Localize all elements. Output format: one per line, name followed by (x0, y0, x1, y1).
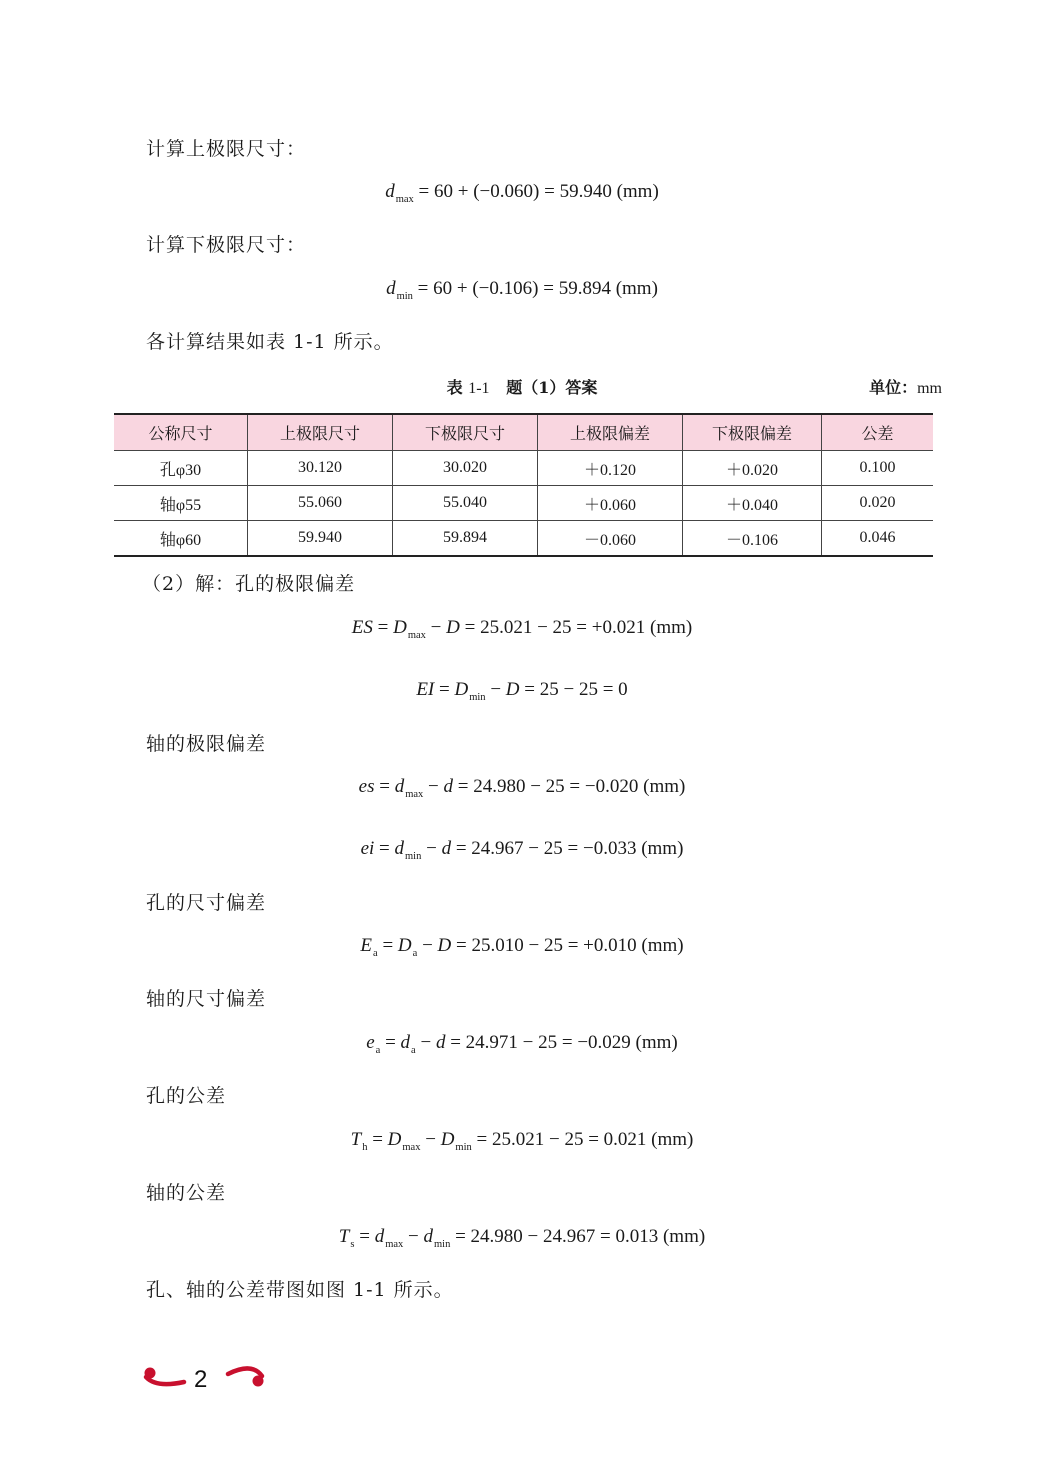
paragraph-hole-tolerance: 孔的公差 (146, 1085, 227, 1107)
right-ornament-icon (224, 1364, 270, 1390)
equation-EI: EI = $D_{min} - D = 25 - 25 = 0$ (416, 679, 628, 703)
left-ornament-icon (142, 1364, 188, 1390)
cell: 30.020 (393, 451, 538, 486)
equation-Ts: $T_s = d_{max} - d_{min} = 24.980 - 24.967 = 0.013$ (mm) (338, 1226, 706, 1250)
cell: －0.060 (538, 521, 683, 557)
header-tolerance: 公差 (822, 414, 934, 451)
equation-es: es = $d_{max} - d = 24.980 - 25 = -0.020$ (mm) (358, 776, 686, 800)
equation-ei: ei = $d_{min} - d = 24.967 - 25 = -0.033$ (mm) (360, 838, 684, 862)
cell: 30.120 (248, 451, 393, 486)
equation-dmax: $d_{max} = 60 + (-0.060) = 59.940$ (mm) (385, 181, 659, 205)
cell: 0.100 (822, 451, 934, 486)
equation-Ea: $E_a = D_a - D = 25.010 - 25 = +0.010$ (mm) (360, 935, 684, 959)
header-upper-limit: 上极限尺寸 (248, 414, 393, 451)
paragraph-results-intro: 各计算结果如表 1-1 所示。 (146, 331, 394, 353)
table-row (114, 451, 933, 486)
paragraph-calc-lower-limit: 计算下极限尺寸： (146, 234, 307, 256)
header-lower-limit: 下极限尺寸 (393, 414, 538, 451)
header-upper-deviation: 上极限偏差 (538, 414, 683, 451)
paragraph-hole-size-deviation: 孔的尺寸偏差 (146, 892, 267, 914)
table-unit: 单位：mm (869, 378, 942, 397)
cell: ＋0.120 (538, 451, 683, 486)
cell: 55.040 (393, 486, 538, 521)
cell: 59.940 (248, 521, 393, 557)
table-caption: 表 1-1 题（1）答案 (446, 378, 598, 397)
cell: ＋0.040 (683, 486, 822, 521)
cell: 55.060 (248, 486, 393, 521)
page-number: 2 (194, 1366, 208, 1393)
paragraph-shaft-tolerance: 轴的公差 (146, 1182, 227, 1204)
results-table (114, 413, 933, 557)
cell: 59.894 (393, 521, 538, 557)
equation-Th: $T_h = D_{max} - D_{min} = 25.021 - 25 = 0.021$ (mm) (350, 1129, 694, 1153)
cell: ＋0.060 (538, 486, 683, 521)
cell: 轴φ60 (114, 521, 248, 557)
cell: ＋0.020 (683, 451, 822, 486)
equation-ea: $e_a = d_a - d = 24.971 - 25 = -0.029$ (mm) (366, 1032, 678, 1056)
equation-ES: ES = $D_{max} - D = 25.021 - 25 = +0.021$ (mm) (351, 617, 693, 641)
header-nominal-size: 公称尺寸 (114, 414, 248, 451)
paragraph-calc-upper-limit: 计算上极限尺寸： (146, 138, 307, 160)
table-row (114, 521, 933, 557)
cell: 孔φ30 (114, 451, 248, 486)
paragraph-shaft-deviation: 轴的极限偏差 (146, 733, 267, 755)
paragraph-hole-deviation: （2）解：孔的极限偏差 (142, 573, 356, 595)
header-lower-deviation: 下极限偏差 (683, 414, 822, 451)
cell: 0.046 (822, 521, 934, 557)
paragraph-tolerance-zone-figure: 孔、轴的公差带图如图 1-1 所示。 (146, 1279, 454, 1301)
paragraph-shaft-size-deviation: 轴的尺寸偏差 (146, 988, 267, 1010)
cell: 0.020 (822, 486, 934, 521)
table-header-row (114, 414, 933, 451)
equation-dmin: $d_{min} = 60 + (-0.106) = 59.894$ (mm) (386, 278, 658, 302)
cell: 轴φ55 (114, 486, 248, 521)
cell: －0.106 (683, 521, 822, 557)
table-row (114, 486, 933, 521)
